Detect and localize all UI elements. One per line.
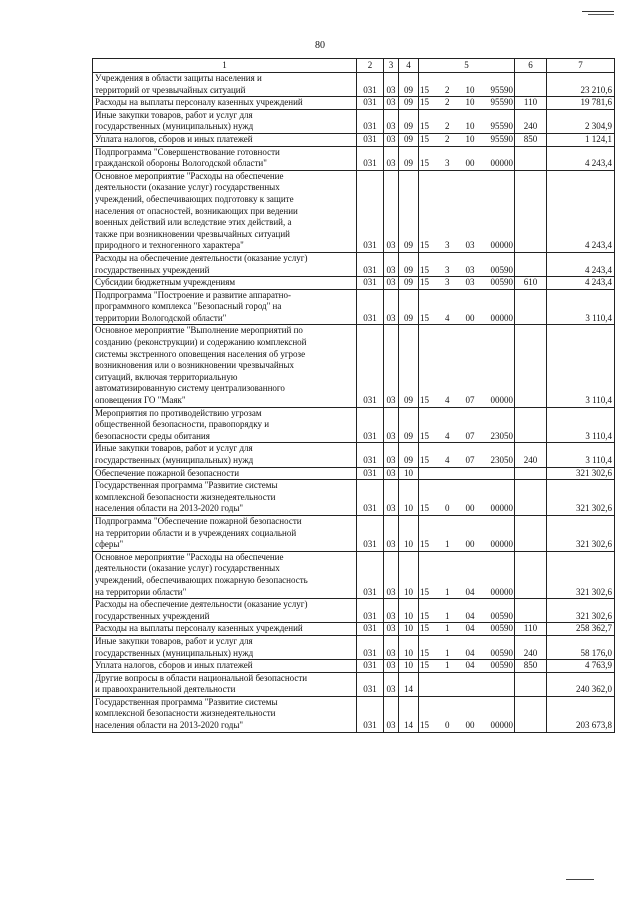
expense-type-code [515,252,547,276]
target-article-part: 0 [445,720,450,731]
amount: 3 110,4 [547,407,615,443]
target-article-part: 15 [420,240,429,251]
expense-type-code [515,407,547,443]
subsection-code: 14 [399,672,419,696]
row-name: Расходы на выплаты персоналу казенных учреждений [93,97,357,110]
table-row [93,672,615,696]
section-code: 03 [384,672,399,696]
target-article-parts [419,503,514,515]
target-article-part: 00 [465,539,475,550]
ministry-code: 031 [357,635,384,659]
ministry-code: 031 [357,551,384,598]
table-row [93,109,615,133]
section-code: 03 [384,623,399,636]
target-article-code [419,170,515,252]
target-article-code [419,252,515,276]
table-row [93,407,615,443]
subsection-code: 14 [399,696,419,732]
target-article-code [419,277,515,290]
target-article-part: 15 [420,430,429,441]
amount: 1 124,1 [547,133,615,146]
expense-type-code: 240 [515,109,547,133]
amount: 240 362,0 [547,672,615,696]
target-article-code [419,467,515,480]
target-article-code [419,443,515,467]
amount: 4 243,4 [547,170,615,252]
row-name: Расходы на обеспечение деятельности (оказание услуг) государственных учреждений [93,599,357,623]
row-name: Подпрограмма "Обеспечение пожарной безопасности на территории области и в учреждениях социальной сферы" [93,515,357,551]
section-code: 03 [384,551,399,598]
target-article-part: 00000 [490,395,513,406]
target-article-part: 15 [420,647,429,658]
subsection-code: 09 [399,443,419,467]
expense-type-code [515,467,547,480]
budget-table [92,58,615,733]
row-name: Мероприятия по противодействию угрозам общественной безопасности, правопорядку и безопасности среды обитания [93,407,357,443]
row-name: Обеспечение пожарной безопасности [93,467,357,480]
target-article-code [419,623,515,636]
ministry-code: 031 [357,672,384,696]
table-row [93,97,615,110]
target-article-part: 00590 [490,647,513,658]
target-article-code [419,97,515,110]
subsection-code: 09 [399,170,419,252]
target-article-part: 00590 [490,277,513,288]
target-article-part: 00 [465,503,475,514]
scan-mark-top-2 [588,14,614,15]
section-code: 03 [384,277,399,290]
target-article-part: 03 [465,264,475,275]
amount: 58 176,0 [547,635,615,659]
target-article-part: 04 [465,586,475,597]
target-article-part: 15 [420,312,429,323]
amount: 4 243,4 [547,277,615,290]
target-article-part: 1 [445,647,450,658]
ministry-code: 031 [357,146,384,170]
target-article-part: 15 [420,395,429,406]
row-name: Уплата налогов, сборов и иных платежей [93,660,357,673]
ministry-code: 031 [357,515,384,551]
header-col-2: 2 [357,59,384,73]
section-code: 03 [384,97,399,110]
row-name: Иные закупки товаров, работ и услуг для государственных (муниципальных) нужд [93,109,357,133]
target-article-parts [419,158,514,170]
target-article-part: 95590 [490,121,513,132]
section-code: 03 [384,170,399,252]
amount: 19 781,6 [547,97,615,110]
target-article-code [419,515,515,551]
subsection-code: 10 [399,467,419,480]
target-article-part: 15 [420,610,429,621]
target-article-parts [419,623,514,635]
row-name: Основное мероприятие "Расходы на обеспечение деятельности (оказание услуг) государственных учреждений, обеспечивающих пожарную безопасность на территории области" [93,551,357,598]
subsection-code: 10 [399,660,419,673]
target-article-part: 10 [465,97,475,108]
header-col-6: 6 [515,59,547,73]
section-code: 03 [384,289,399,325]
subsection-code: 10 [399,623,419,636]
table-row [93,73,615,97]
expense-type-code: 240 [515,635,547,659]
amount: 4 243,4 [547,146,615,170]
target-article-part: 1 [445,623,450,634]
row-name: Государственная программа "Развитие системы комплексной безопасности жизнедеятельности населения области на 2013-2020 годы" [93,480,357,516]
target-article-code [419,133,515,146]
table-row [93,277,615,290]
target-article-part: 04 [465,610,475,621]
subsection-code: 09 [399,252,419,276]
target-article-parts [419,648,514,660]
table-row [93,252,615,276]
target-article-parts [419,455,514,467]
target-article-part: 00590 [490,264,513,275]
section-code: 03 [384,443,399,467]
target-article-part: 95590 [490,97,513,108]
amount: 3 110,4 [547,325,615,407]
target-article-part: 15 [420,660,429,671]
row-name: Государственная программа "Развитие системы комплексной безопасности жизнедеятельности населения области на 2013-2020 годы" [93,696,357,732]
row-name: Субсидии бюджетным учреждениям [93,277,357,290]
target-article-code [419,289,515,325]
amount: 4 243,4 [547,252,615,276]
target-article-code [419,551,515,598]
target-article-part: 00000 [490,158,513,169]
target-article-parts [419,97,514,109]
amount: 23 210,6 [547,73,615,97]
expense-type-code [515,599,547,623]
target-article-part: 03 [465,277,475,288]
expense-type-code [515,289,547,325]
row-name: Уплата налогов, сборов и иных платежей [93,133,357,146]
target-article-part: 4 [445,312,450,323]
subsection-code: 10 [399,599,419,623]
row-name: Другие вопросы в области национальной безопасности и правоохранительной деятельности [93,672,357,696]
target-article-part: 23050 [490,430,513,441]
target-article-parts [419,587,514,599]
target-article-part: 3 [445,240,450,251]
expense-type-code [515,696,547,732]
expense-type-code [515,170,547,252]
target-article-part: 2 [445,121,450,132]
subsection-code: 10 [399,551,419,598]
target-article-code [419,635,515,659]
target-article-part: 15 [420,84,429,95]
row-name: Расходы на выплаты персоналу казенных учреждений [93,623,357,636]
target-article-part: 10 [465,84,475,95]
target-article-part: 07 [465,395,475,406]
subsection-code: 09 [399,289,419,325]
section-code: 03 [384,599,399,623]
target-article-part: 15 [420,623,429,634]
section-code: 03 [384,133,399,146]
target-article-part: 00 [465,158,475,169]
ministry-code: 031 [357,325,384,407]
ministry-code: 031 [357,696,384,732]
row-name: Учреждения в области защиты населения и территорий от чрезвычайных ситуаций [93,73,357,97]
target-article-parts [419,431,514,443]
row-name: Основное мероприятие "Выполнение мероприятий по созданию (реконструкции) и содержанию комплексной системы экстренного оповещения населения об угрозе возникновения или о возникновении чрезвычайных ситуаций, включая территориальную автоматизированную систему централизованного оповещения ГО "Маяк" [93,325,357,407]
target-article-parts [419,265,514,277]
subsection-code: 09 [399,97,419,110]
target-article-part: 00000 [490,312,513,323]
target-article-part: 04 [465,647,475,658]
target-article-parts [419,134,514,146]
scan-mark-bottom [566,879,594,880]
section-code: 03 [384,252,399,276]
page-number: 80 [315,40,325,51]
target-article-part: 15 [420,121,429,132]
target-article-part: 00590 [490,610,513,621]
subsection-code: 09 [399,325,419,407]
expense-type-code: 610 [515,277,547,290]
ministry-code: 031 [357,289,384,325]
row-name: Иные закупки товаров, работ и услуг для государственных (муниципальных) нужд [93,635,357,659]
section-code: 03 [384,407,399,443]
header-col-4: 4 [399,59,419,73]
amount: 321 302,6 [547,467,615,480]
table-row [93,551,615,598]
target-article-part: 00000 [490,503,513,514]
target-article-part: 00590 [490,623,513,634]
target-article-part: 07 [465,430,475,441]
target-article-part: 15 [420,455,429,465]
target-article-part: 95590 [490,84,513,95]
expense-type-code [515,73,547,97]
target-article-code [419,109,515,133]
subsection-code: 09 [399,407,419,443]
expense-type-code [515,515,547,551]
ministry-code: 031 [357,133,384,146]
section-code: 03 [384,696,399,732]
target-article-part: 00 [465,720,475,731]
target-article-part: 3 [445,264,450,275]
expense-type-code [515,146,547,170]
amount: 2 304,9 [547,109,615,133]
table-row [93,325,615,407]
ministry-code: 031 [357,407,384,443]
target-article-parts [419,313,514,325]
table-row [93,623,615,636]
target-article-code [419,325,515,407]
target-article-part: 2 [445,133,450,144]
target-article-part: 4 [445,455,450,465]
amount: 203 673,8 [547,696,615,732]
target-article-part: 15 [420,97,429,108]
ministry-code: 031 [357,660,384,673]
row-name: Расходы на обеспечение деятельности (оказание услуг) государственных учреждений [93,252,357,276]
header-col-5: 5 [419,59,515,73]
section-code: 03 [384,109,399,133]
section-code: 03 [384,515,399,551]
subsection-code: 10 [399,480,419,516]
scan-mark-top [582,11,614,12]
target-article-part: 4 [445,395,450,406]
expense-type-code [515,672,547,696]
amount: 3 110,4 [547,443,615,467]
header-col-7: 7 [547,59,615,73]
amount: 321 302,6 [547,480,615,516]
ministry-code: 031 [357,599,384,623]
target-article-part: 95590 [490,133,513,144]
target-article-parts [419,121,514,133]
target-article-parts [419,611,514,623]
expense-type-code: 850 [515,133,547,146]
target-article-code [419,660,515,673]
ministry-code: 031 [357,467,384,480]
ministry-code: 031 [357,277,384,290]
target-article-part: 2 [445,97,450,108]
ministry-code: 031 [357,73,384,97]
target-article-part: 3 [445,158,450,169]
table-row [93,146,615,170]
table-row [93,289,615,325]
target-article-part: 15 [420,264,429,275]
table-row [93,599,615,623]
expense-type-code: 850 [515,660,547,673]
target-article-part: 15 [420,539,429,550]
ministry-code: 031 [357,623,384,636]
target-article-parts [419,660,514,672]
target-article-part: 15 [420,586,429,597]
target-article-part: 23050 [490,455,513,465]
header-row [93,59,615,73]
target-article-code [419,480,515,516]
target-article-part: 15 [420,133,429,144]
table-row [93,133,615,146]
table-row [93,467,615,480]
target-article-part: 07 [465,455,475,465]
amount: 4 763,9 [547,660,615,673]
target-article-code [419,146,515,170]
subsection-code: 10 [399,515,419,551]
target-article-code [419,599,515,623]
target-article-part: 2 [445,84,450,95]
section-code: 03 [384,325,399,407]
row-name: Подпрограмма "Построение и развитие аппаратно- программного комплекса "Безопасный город" на территории Вологодской области" [93,289,357,325]
target-article-parts [419,720,514,732]
target-article-part: 00000 [490,720,513,731]
subsection-code: 09 [399,146,419,170]
target-article-part: 15 [420,720,429,731]
target-article-part: 00590 [490,660,513,671]
target-article-part: 10 [465,121,475,132]
target-article-code [419,73,515,97]
target-article-part: 03 [465,240,475,251]
target-article-code [419,696,515,732]
target-article-part: 00 [465,312,475,323]
section-code: 03 [384,480,399,516]
target-article-code [419,407,515,443]
amount: 321 302,6 [547,551,615,598]
amount: 321 302,6 [547,515,615,551]
target-article-parts [419,395,514,407]
expense-type-code: 110 [515,97,547,110]
target-article-part: 04 [465,660,475,671]
ministry-code: 031 [357,109,384,133]
section-code: 03 [384,467,399,480]
subsection-code: 09 [399,277,419,290]
subsection-code: 10 [399,635,419,659]
target-article-parts [419,277,514,289]
target-article-part: 4 [445,430,450,441]
expense-type-code [515,480,547,516]
row-name: Основное мероприятие "Расходы на обеспечение деятельности (оказание услуг) государственных учреждений, обеспечивающих подготовку к защите населения от опасностей, возникающих при ведении военных действий или вследствие этих действий, а также при возникновении чрезвычайных ситуаций природного и техногенного характера" [93,170,357,252]
expense-type-code: 110 [515,623,547,636]
ministry-code: 031 [357,170,384,252]
subsection-code: 09 [399,73,419,97]
table-row [93,443,615,467]
table-row [93,515,615,551]
subsection-code: 09 [399,109,419,133]
section-code: 03 [384,635,399,659]
expense-type-code [515,325,547,407]
target-article-part: 1 [445,610,450,621]
target-article-part: 1 [445,586,450,597]
target-article-parts [419,240,514,252]
target-article-part: 1 [445,660,450,671]
row-name: Подпрограмма "Совершенствование готовности гражданской обороны Вологодской области" [93,146,357,170]
section-code: 03 [384,73,399,97]
ministry-code: 031 [357,443,384,467]
target-article-parts [419,85,514,97]
amount: 321 302,6 [547,599,615,623]
expense-type-code: 240 [515,443,547,467]
ministry-code: 031 [357,480,384,516]
table-row [93,696,615,732]
header-col-3: 3 [384,59,399,73]
ministry-code: 031 [357,252,384,276]
ministry-code: 031 [357,97,384,110]
target-article-part: 00000 [490,240,513,251]
target-article-part: 10 [465,133,475,144]
target-article-part: 15 [420,158,429,169]
header-col-1: 1 [93,59,357,73]
target-article-part: 04 [465,623,475,634]
row-name: Иные закупки товаров, работ и услуг для государственных (муниципальных) нужд [93,443,357,467]
table-row [93,170,615,252]
target-article-part: 00000 [490,586,513,597]
amount: 3 110,4 [547,289,615,325]
target-article-part: 1 [445,539,450,550]
table-row [93,660,615,673]
target-article-part: 3 [445,277,450,288]
expense-type-code [515,551,547,598]
target-article-part: 15 [420,277,429,288]
table-row [93,635,615,659]
target-article-part: 0 [445,503,450,514]
section-code: 03 [384,146,399,170]
amount: 258 362,7 [547,623,615,636]
target-article-part: 00000 [490,539,513,550]
target-article-code [419,672,515,696]
section-code: 03 [384,660,399,673]
table-row [93,480,615,516]
target-article-part: 15 [420,503,429,514]
target-article-parts [419,539,514,551]
subsection-code: 09 [399,133,419,146]
